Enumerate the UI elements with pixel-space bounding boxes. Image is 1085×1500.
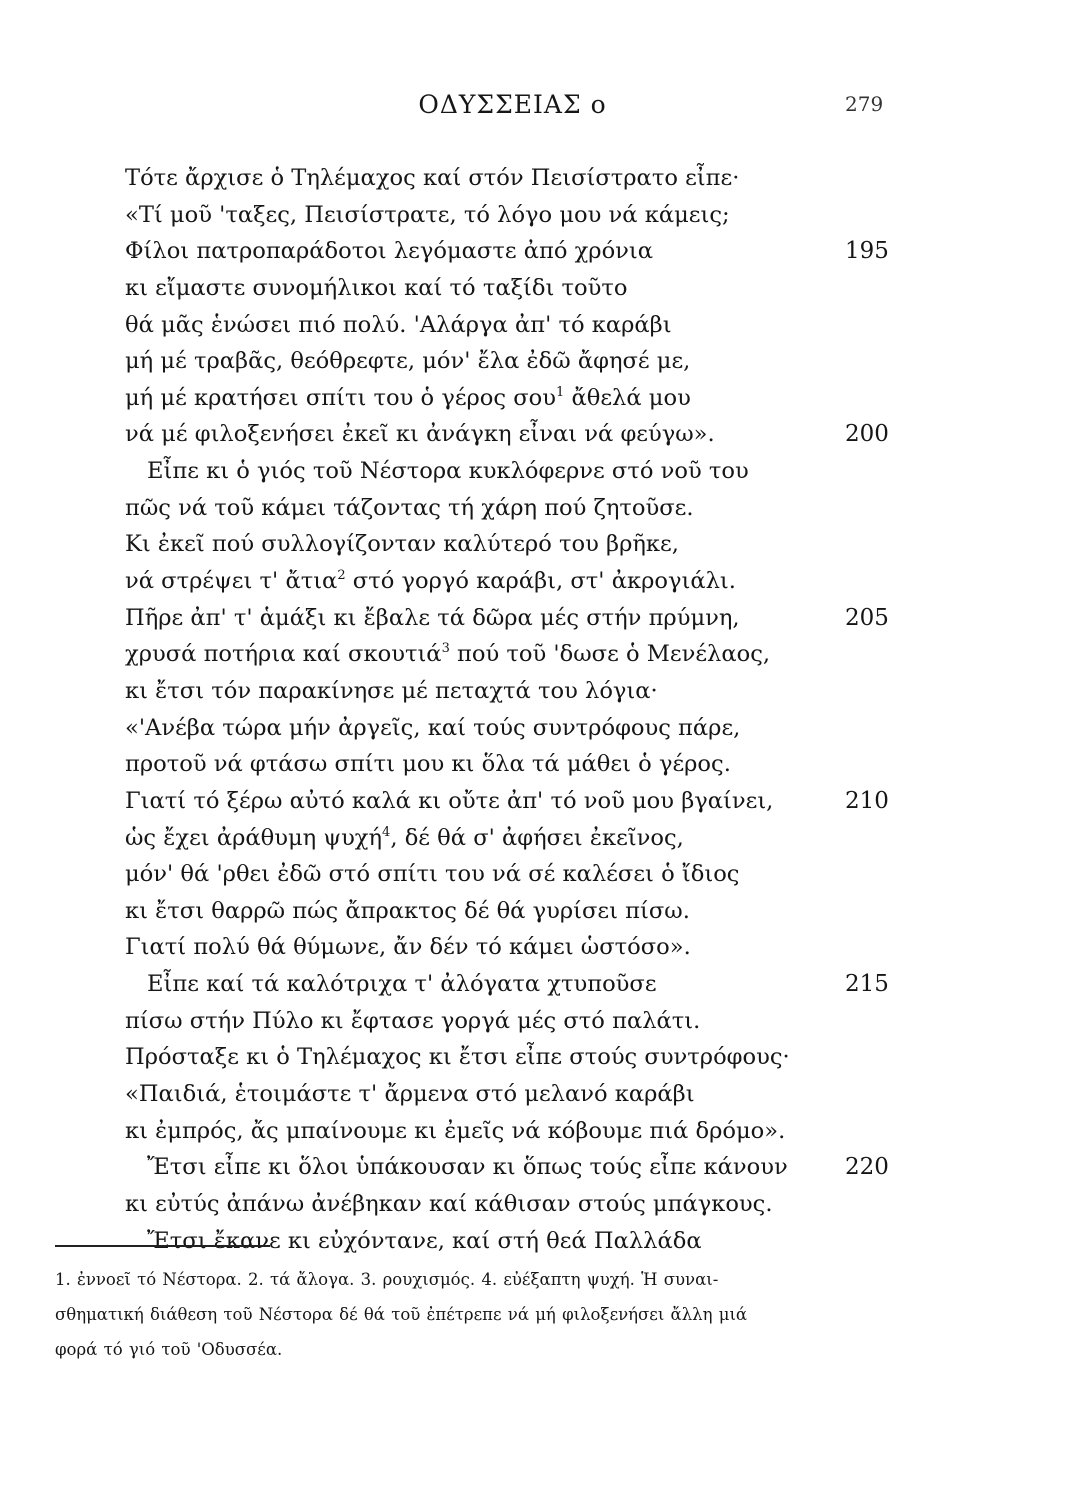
verse-main-text: Τότε ἄρχισε ὁ Τηλέμαχος καί στόν Πεισίστρατο εἶπε·	[125, 165, 740, 191]
verse-line	[125, 1186, 925, 1223]
verse-line	[125, 1149, 925, 1186]
footnote-line: σθηματική διάθεση τοῦ Νέστορα δέ θά τοῦ ἐπέτρεπε νά μή φιλοξενήσει ἄλλη μιά	[55, 1305, 748, 1324]
footnote-marker: 1	[556, 384, 565, 400]
verse-line	[125, 197, 925, 234]
line-number: 200	[845, 421, 889, 448]
line-number: 205	[845, 604, 889, 631]
verse-main-text: Πρόσταξε κι ὁ Τηλέμαχος κι ἔτσι εἶπε στούς συντρόφους·	[125, 1044, 790, 1071]
verse-text	[125, 421, 715, 447]
line-number: 215	[845, 971, 889, 998]
verse-text	[125, 165, 739, 191]
verse-text	[125, 495, 694, 521]
verse-line	[125, 966, 925, 1003]
verse-text	[125, 641, 770, 667]
verse-main-text: πῶς νά τοῦ κάμει τάζοντας τή χάρη πού ζητοῦσε.	[125, 494, 694, 521]
verse-line	[125, 600, 925, 637]
verse-line	[125, 783, 925, 820]
footnote-marker: 3	[441, 641, 450, 657]
verse-main-text: Ἔτσι ἔκανε κι εὐχόντανε, καί στή θεά Παλλάδα	[147, 1227, 702, 1254]
footnotes	[55, 1262, 1030, 1367]
verse-line	[125, 416, 925, 453]
verse-line	[125, 636, 925, 673]
verse-main-text: μή μέ κρατήσει σπίτι του ὁ γέρος σου	[125, 384, 557, 411]
verse-text	[125, 971, 657, 997]
verse-main-text: πίσω στήν Πύλο κι ἔφτασε γοργά μές στό παλάτι.	[125, 1007, 701, 1034]
verse-continuation-text: , δέ θά σ' ἀφήσει ἐκεῖνος,	[390, 824, 684, 851]
footnote-divider	[55, 1245, 270, 1247]
verse-line	[125, 1003, 925, 1040]
verse-line	[125, 1076, 925, 1113]
line-number: 210	[845, 787, 889, 814]
verse-line	[125, 160, 925, 197]
verse-line	[125, 233, 925, 270]
verse-text	[125, 348, 690, 374]
verse-main-text: «Τί μοῦ 'ταξες, Πεισίστρατε, τό λόγο μου νά κάμεις;	[125, 201, 730, 228]
verse-line	[125, 526, 925, 563]
verse-text	[125, 898, 690, 924]
verse-text	[125, 568, 736, 594]
verse-text	[125, 934, 691, 960]
verse-line	[125, 673, 925, 710]
verse-main-text: «Παιδιά, ἑτοιμάστε τ' ἄρμενα στό μελανό καράβι	[125, 1081, 695, 1108]
verse-main-text: χρυσά ποτήρια καί σκουτιά	[125, 641, 442, 668]
verse-line	[125, 490, 925, 527]
verse-line	[125, 856, 925, 893]
verse-text	[125, 202, 730, 228]
verse-main-text: κι ἔτσι θαρρῶ πώς ἄπρακτος δέ θά γυρίσει πίσω.	[125, 897, 690, 924]
verse-line	[125, 820, 925, 857]
verse-text	[125, 1154, 788, 1180]
verse-main-text: Γιατί τό ξέρω αὐτό καλά κι οὔτε ἀπ' τό νοῦ μου βγαίνει,	[125, 787, 774, 814]
footnote-marker: 2	[337, 568, 346, 584]
verse-text	[125, 861, 739, 887]
verse-line	[125, 343, 925, 380]
verse-line	[125, 380, 925, 417]
verse-continuation-text: στό γοργό καράβι, στ' ἀκρογιάλι.	[345, 568, 736, 595]
verse-main-text: προτοῦ νά φτάσω σπίτι μου κι ὅλα τά μάθει ὁ γέρος.	[125, 751, 731, 778]
verse-line	[125, 453, 925, 490]
verse-line	[125, 1223, 925, 1260]
verse-line	[125, 307, 925, 344]
footnote-line: 1. ἐννοεῖ τό Νέστορα. 2. τά ἄλογα. 3. ρουχισμός. 4. εὐέξαπτη ψυχή. Ἡ συναι-	[55, 1270, 719, 1289]
footnote-line: φορά τό γιό τοῦ 'Οδυσσέα.	[55, 1340, 283, 1359]
verse-text	[125, 275, 627, 301]
verse-text	[125, 1228, 702, 1254]
verse-main-text: «'Ανέβα τώρα μήν ἀργεῖς, καί τούς συντρόφους πάρε,	[125, 714, 741, 741]
verse-main-text: Εἶπε κι ὁ γιός τοῦ Νέστορα κυκλόφερνε στό νοῦ του	[147, 458, 749, 485]
verse-main-text: νά μέ φιλοξενήσει ἐκεῖ κι ἀνάγκη εἶναι νά φεύγω».	[125, 421, 715, 448]
verse-main-text: Φίλοι πατροπαράδοτοι λεγόμαστε ἀπό χρόνια	[125, 238, 654, 265]
verse-line	[125, 1113, 925, 1150]
verse-main-text: μόν' θά 'ρθει ἐδῶ στό σπίτι του νά σέ καλέσει ὁ ἴδιος	[125, 861, 740, 888]
verse-main-text: μή μέ τραβᾶς, θεόθρεφτε, μόν' ἔλα ἐδῶ ἄφησέ με,	[125, 348, 691, 375]
verse-line	[125, 893, 925, 930]
verse-text	[125, 788, 773, 814]
verse-main-text: κι ἔτσι τόν παρακίνησε μέ πεταχτά του λόγια·	[125, 677, 658, 704]
verse-line	[125, 710, 925, 747]
verse-text	[125, 385, 691, 411]
verse-text	[125, 312, 672, 338]
verse-text	[125, 751, 731, 777]
verse-main-text: Εἶπε καί τά καλότριχα τ' ἀλόγατα χτυποῦσε	[147, 971, 657, 998]
verse-line	[125, 270, 925, 307]
verse-text	[125, 1191, 773, 1217]
verse-text	[125, 1118, 785, 1144]
verse-text	[125, 1081, 695, 1107]
verse-main-text: νά στρέψει τ' ἄτια	[125, 568, 338, 595]
page-number: 279	[845, 92, 884, 116]
line-number: 220	[845, 1154, 889, 1181]
verse-text	[125, 605, 740, 631]
verse-text	[125, 238, 653, 264]
verse-main-text: ὡς ἔχει ἀράθυμη ψυχή	[125, 824, 383, 851]
verse-line	[125, 746, 925, 783]
verse-text	[125, 678, 658, 704]
line-number: 195	[845, 238, 889, 265]
verse-main-text: Ἔτσι εἶπε κι ὅλοι ὑπάκουσαν κι ὅπως τούς εἶπε κάνουν	[147, 1154, 788, 1181]
verse-line	[125, 1039, 925, 1076]
verse-text	[125, 1008, 700, 1034]
verse-text	[125, 458, 749, 484]
verse-text	[125, 715, 740, 741]
verse-text	[125, 1044, 790, 1070]
poem-text	[125, 160, 925, 1259]
verse-main-text: κι εἴμαστε συνομήλικοι καί τό ταξίδι τοῦτο	[125, 274, 628, 301]
verse-text	[125, 825, 684, 851]
verse-line	[125, 563, 925, 600]
footnote-marker: 4	[382, 824, 391, 840]
page-title: ΟΔΥΣΣΕΙΑΣ ο	[418, 90, 607, 119]
verse-continuation-text: ἄθελά μου	[564, 384, 691, 411]
verse-main-text: κι εὐτύς ἀπάνω ἀνέβηκαν καί κάθισαν στούς μπάγκους.	[125, 1190, 773, 1217]
verse-main-text: Γιατί πολύ θά θύμωνε, ἄν δέν τό κάμει ὡστόσο».	[125, 934, 691, 961]
verse-main-text: Πῆρε ἀπ' τ' ἁμάξι κι ἔβαλε τά δῶρα μές στήν πρύμνη,	[125, 604, 740, 631]
verse-main-text: κι ἐμπρός, ἄς μπαίνουμε κι ἐμεῖς νά κόβουμε πιά δρόμο».	[125, 1117, 786, 1144]
verse-text	[125, 531, 679, 557]
verse-continuation-text: πού τοῦ 'δωσε ὁ Μενέλαος,	[449, 641, 771, 668]
verse-main-text: θά μᾶς ἑνώσει πιό πολύ. 'Αλάργα ἀπ' τό καράβι	[125, 311, 672, 338]
verse-main-text: Κι ἐκεῖ πού συλλογίζονταν καλύτερό του βρῆκε,	[125, 531, 679, 558]
verse-line	[125, 929, 925, 966]
